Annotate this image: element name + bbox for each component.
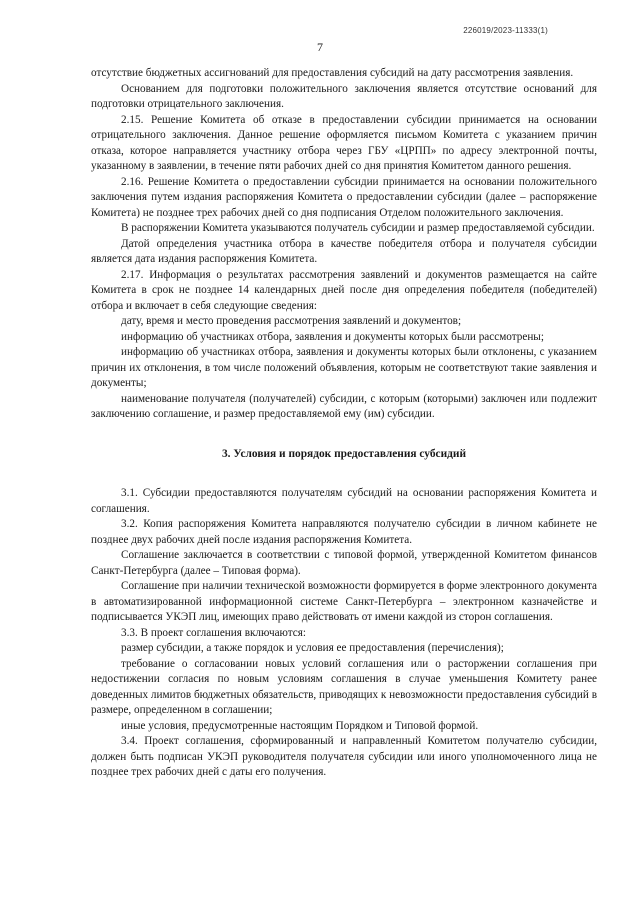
paragraph: 3.4. Проект соглашения, сформированный и направленный Комитетом получателю субсидии, должен быть подписан УКЭП руководителя получателя субсидии или иного уполномоченного лица не позднее трех рабочих дней с даты его получения.: [91, 735, 597, 778]
paragraph: отсутствие бюджетных ассигнований для предоставления субсидий на дату рассмотрения заявления.: [91, 67, 574, 79]
paragraph: размер субсидии, а также порядок и условия ее предоставления (перечисления);: [121, 642, 504, 654]
paragraph: информацию об участниках отбора, заявления и документы которых были отклонены, с указанием причин их отклонения, в том числе положений объявления, которым не соответствуют такие заявления и документы;: [91, 346, 597, 389]
paragraph: Датой определения участника отбора в качестве победителя отбора и получателя субсидии является дата издания распоряжения Комитета.: [91, 237, 597, 265]
paragraph: 2.17. Информация о результатах рассмотрения заявлений и документов размещается на сайте Комитета в срок не позднее 14 календарных дней после дня определения победителя (победителей) отбора и включает в себя следующие сведения:: [91, 268, 597, 312]
paragraph: 3.1. Субсидии предоставляются получателям субсидий на основании распоряжения Комитета и соглашения.: [91, 487, 597, 515]
document-body: [91, 66, 597, 781]
page-number: 7: [317, 40, 323, 54]
paragraph: 3.2. Копия распоряжения Комитета направляются получателю субсидии в личном кабинете не позднее двух рабочих дней после издания распоряжения Комитета.: [91, 518, 597, 546]
paragraph: 2.16. Решение Комитета о предоставлении субсидии принимается на основании положительного заключения путем издания распоряжения Комитета о предоставлении субсидии (далее – распоряжение Комитета) не позднее трех рабочих дней со дня подписания Отделом положительного заключения.: [91, 175, 597, 219]
paragraph: Соглашение заключается в соответствии с типовой формой, утвержденной Комитетом финансов Санкт-Петербурга (далее – Типовая форма).: [91, 549, 597, 577]
document-id: 226019/2023-11333(1): [463, 26, 548, 35]
paragraph: 3.3. В проект соглашения включаются:: [121, 626, 306, 639]
paragraph: 2.15. Решение Комитета об отказе в предоставлении субсидии принимается на основании отрицательного заключения. Данное решение оформляется письмом Комитета с указанием причин отказа, которое направляется участнику отбора через ГБУ «ЦРПП» по адресу электронной почты, указанному в заявлении, в течение пяти рабочих дней со дня принятия Комитетом данного решения.: [91, 113, 597, 172]
section-heading: 3. Условия и порядок предоставления субсидий: [221, 447, 467, 460]
paragraph: Соглашение при наличии технической возможности формируется в форме электронного документа в автоматизированной информационной системе Санкт-Петербурга – электронном казначействе и подписывается УКЭП лиц, имеющих право действовать от имени каждой из сторон соглашения.: [91, 580, 597, 623]
paragraph: дату, время и место проведения рассмотрения заявлений и документов;: [121, 315, 462, 327]
paragraph: В распоряжении Комитета указываются получатель субсидии и размер предоставляемой субсидии.: [121, 222, 595, 234]
paragraph: информацию об участниках отбора, заявления и документы которых были рассмотрены;: [121, 330, 544, 343]
paragraph: требование о согласовании новых условий соглашения или о расторжении соглашения при недостижении согласия по новым условиям соглашения в случае уменьшения Комитету ранее доведенных лимитов бюджетных обязательств, приводящих к невозможности предоставления субсидий в размере, определенном в соглашении;: [91, 657, 597, 716]
paragraph: наименование получателя (получателей) субсидии, с которым (которыми) заключен или подлежит заключению соглашение, и размер предоставляемой ему (им) субсидии.: [91, 392, 597, 420]
paragraph: иные условия, предусмотренные настоящим Порядком и Типовой формой.: [121, 719, 479, 732]
paragraph: Основанием для подготовки положительного заключения является отсутствие оснований для подготовки отрицательного заключения.: [91, 82, 597, 110]
